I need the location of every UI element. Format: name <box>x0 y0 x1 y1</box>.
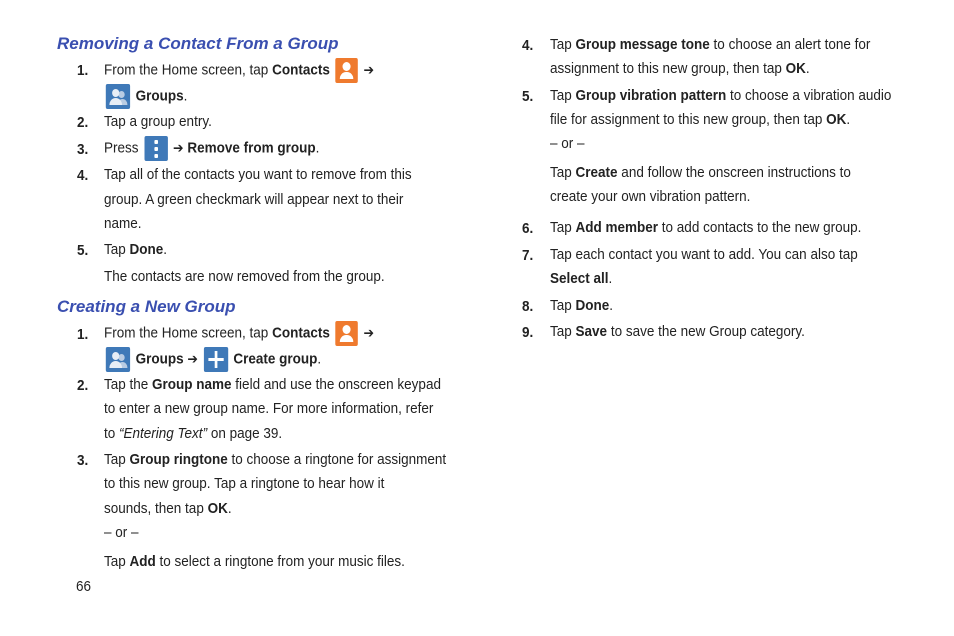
step-text: From the Home screen, tap Contacts ➔ <box>104 58 374 83</box>
step-text: Tap Done. <box>550 297 614 314</box>
add-icon <box>204 347 228 372</box>
step-number: 2. <box>77 377 89 394</box>
step-text: Groups. <box>104 84 187 109</box>
step-number: 1. <box>77 326 89 343</box>
or-separator: – or – <box>104 524 139 541</box>
step-text: Tap a group entry. <box>104 113 212 130</box>
menu-icon <box>144 136 167 161</box>
step-text: Select all. <box>550 270 613 287</box>
step-number: 3. <box>77 141 89 158</box>
step-text: to enter a new group name. For more information, refer <box>104 400 434 417</box>
step-number: 4. <box>522 37 534 54</box>
step-text: file for assignment to this new group, then tap OK. <box>550 111 851 128</box>
section-heading-removing: Removing a Contact From a Group <box>57 34 339 53</box>
step-number: 6. <box>522 220 534 237</box>
step-number: 3. <box>77 452 89 469</box>
step-number: 1. <box>77 62 89 79</box>
note-text: The contacts are now removed from the group. <box>104 268 385 285</box>
step-text: group. A green checkmark will appear next to their <box>104 191 404 208</box>
step-text: create your own vibration pattern. <box>550 188 751 205</box>
cross-reference: “Entering Text” <box>119 425 208 442</box>
step-text: to “Entering Text” on page 39. <box>104 425 283 442</box>
contacts-icon <box>335 58 358 83</box>
step-text: Tap all of the contacts you want to remove from this <box>104 166 412 183</box>
step-text: From the Home screen, tap Contacts ➔ <box>104 321 374 346</box>
groups-icon <box>106 347 130 372</box>
step-number: 4. <box>77 167 89 184</box>
step-text: Tap Add to select a ringtone from your music files. <box>104 553 405 570</box>
step-text: Tap Group message tone to choose an alert tone for <box>550 36 871 53</box>
step-text: Tap Done. <box>104 241 168 258</box>
step-number: 8. <box>522 298 534 315</box>
groups-icon <box>106 84 130 109</box>
step-text: Tap each contact you want to add. You can also tap <box>550 246 858 263</box>
step-text: Groups ➔ Create group. <box>104 347 321 372</box>
step-text: Tap Add member to add contacts to the new group. <box>550 219 862 236</box>
step-text: assignment to this new group, then tap OK. <box>550 60 810 77</box>
step-text: Press ➔ Remove from group. <box>104 136 319 161</box>
step-number: 9. <box>522 324 534 341</box>
step-text: sounds, then tap OK. <box>104 500 232 517</box>
step-text: Tap the Group name field and use the onscreen keypad <box>104 376 441 393</box>
section-heading-creating: Creating a New Group <box>57 297 236 316</box>
page-number: 66 <box>76 578 92 595</box>
or-separator: – or – <box>550 135 585 152</box>
step-text: name. <box>104 215 142 232</box>
step-number: 2. <box>77 114 89 131</box>
step-number: 7. <box>522 247 534 264</box>
step-text: Tap Save to save the new Group category. <box>550 323 805 340</box>
step-text: to this new group. Tap a ringtone to hear how it <box>104 475 385 492</box>
contacts-icon <box>335 321 358 346</box>
step-number: 5. <box>77 242 89 259</box>
step-text: Tap Group ringtone to choose a ringtone for assignment <box>104 451 447 468</box>
step-text: Tap Group vibration pattern to choose a vibration audio <box>550 87 892 104</box>
step-text: Tap Create and follow the onscreen instructions to <box>550 164 851 181</box>
step-number: 5. <box>522 88 534 105</box>
